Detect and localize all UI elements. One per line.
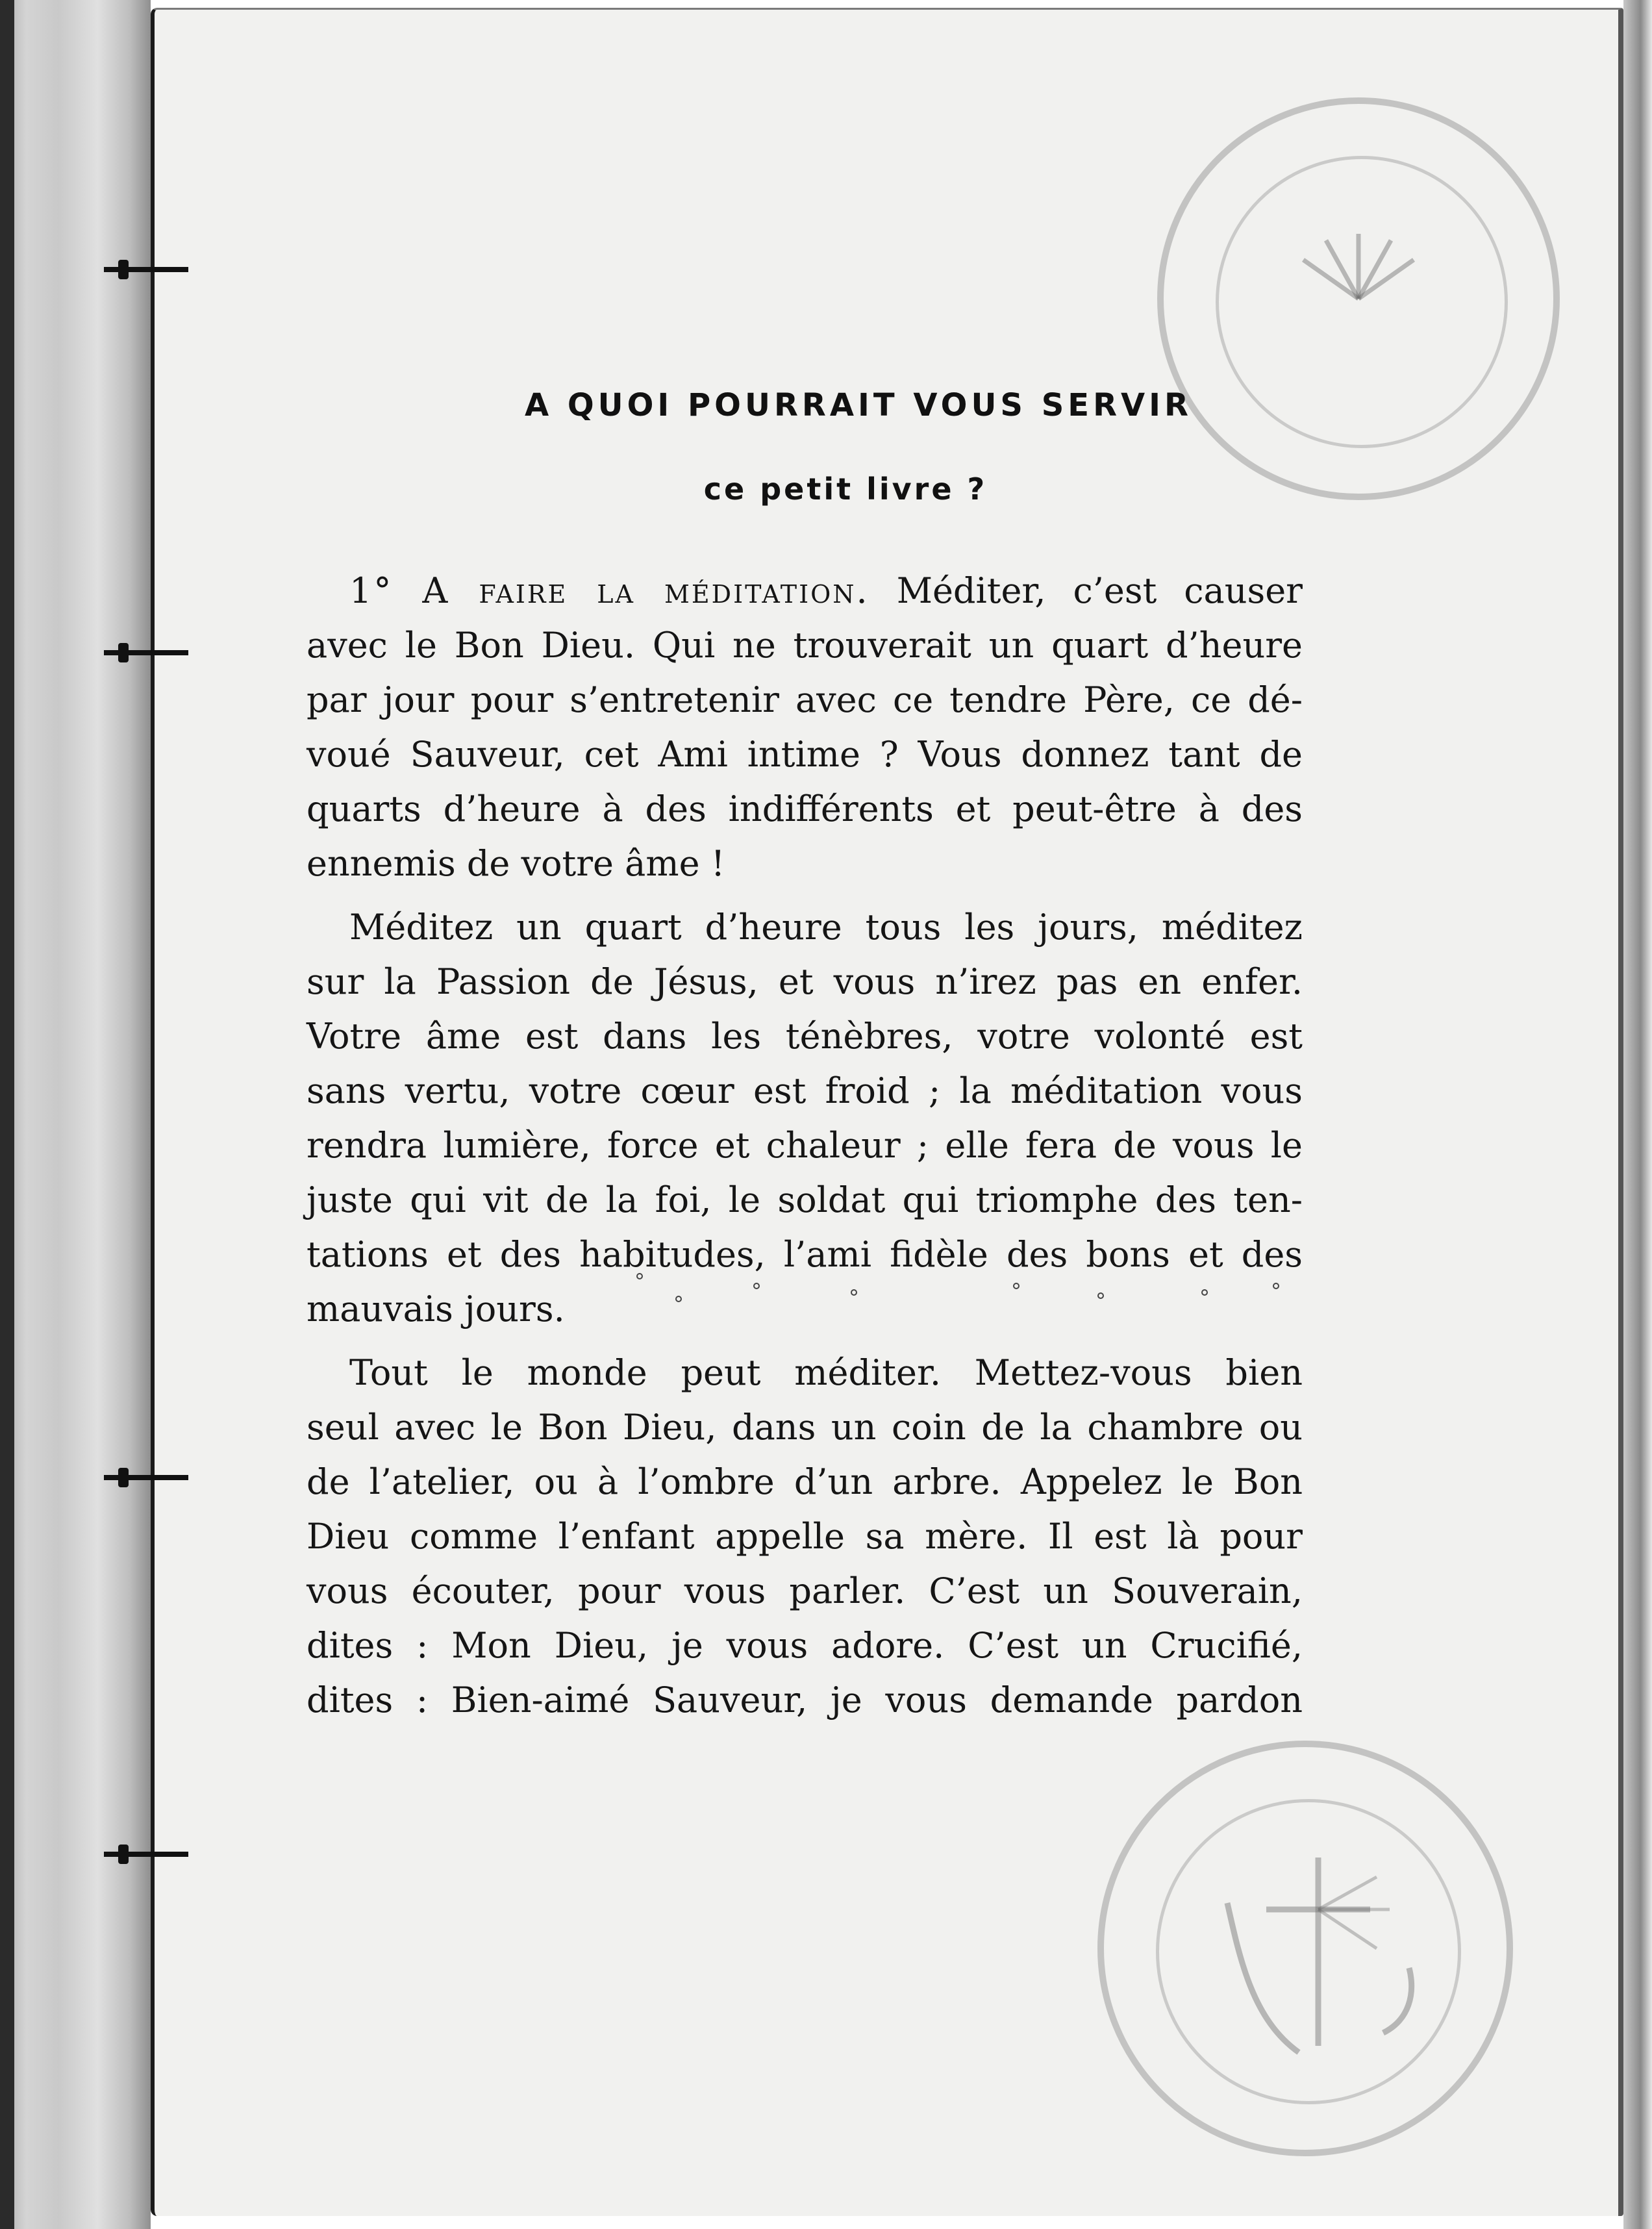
library-stamp [1157, 97, 1560, 500]
page-title: A QUOI POURRAIT VOUS SERVIR [524, 387, 1192, 423]
text-line: Méditez un quart d’heure tous les jours, méditez [349, 907, 1303, 948]
page-edge [1623, 0, 1652, 2229]
text-line: Dieu comme l’enfant appelle sa mère. Il est là pour [307, 1516, 1303, 1557]
print-speck [675, 1296, 682, 1302]
library-stamp [1097, 1741, 1513, 2156]
print-speck [1273, 1283, 1279, 1289]
stamp-sunburst-icon [1164, 104, 1553, 494]
print-speck [851, 1289, 857, 1296]
text-line: ennemis de votre âme ! [307, 843, 725, 884]
print-speck [753, 1283, 760, 1289]
text-line: vous écouter, pour vous parler. C’est un Souverain, [307, 1570, 1303, 1611]
print-speck [636, 1273, 643, 1279]
page-subtitle: ce petit livre ? [703, 472, 988, 507]
text-line [349, 572, 1303, 612]
text-line: mauvais jours. [307, 1289, 565, 1329]
text-line: rendra lumière, force et chaleur ; elle fera de vous le [307, 1125, 1303, 1166]
section-lead: 1° A faire la méditation. [349, 570, 870, 611]
binding-stitch [104, 1845, 188, 1864]
binding-stitch [104, 260, 188, 279]
text-line: par jour pour s’entretenir avec ce tendre Père, ce dé- [307, 679, 1303, 720]
print-speck [1201, 1289, 1208, 1296]
text-line: tations et des habitudes, l’ami fidèle des bons et des [307, 1234, 1303, 1275]
print-speck [1013, 1283, 1020, 1289]
text-line: seul avec le Bon Dieu, dans un coin de la chambre ou [307, 1407, 1303, 1448]
text-line: juste qui vit de la foi, le soldat qui triomphe des ten- [307, 1179, 1303, 1220]
text-line: voué Sauveur, cet Ami intime ? Vous donnez tant de [307, 734, 1303, 775]
stamp-cross-icon [1104, 1747, 1507, 2150]
text-line: quarts d’heure à des indifférents et peut-être à des [307, 788, 1303, 829]
text-line: avec le Bon Dieu. Qui ne trouverait un quart d’heure [307, 625, 1303, 666]
text-line: dites : Bien-aimé Sauveur, je vous demande pardon [307, 1680, 1303, 1720]
text-line: sur la Passion de Jésus, et vous n’irez pas en enfer. [307, 961, 1303, 1002]
binding-stitch [104, 643, 188, 662]
binding-stitch [104, 1468, 188, 1487]
print-speck [1097, 1292, 1104, 1299]
binding-edge [0, 0, 14, 2229]
text-line: dites : Mon Dieu, je vous adore. C’est un Crucifié, [307, 1625, 1303, 1666]
text-line: Votre âme est dans les ténèbres, votre volonté est [307, 1016, 1303, 1057]
text-line: sans vertu, votre cœur est froid ; la méditation vous [307, 1070, 1303, 1111]
text-line: Tout le monde peut méditer. Mettez-vous bien [349, 1352, 1303, 1393]
book-binding [0, 0, 151, 2229]
text-run: Méditer, c’est causer [896, 570, 1303, 611]
text-line: de l’atelier, ou à l’ombre d’un arbre. Appelez le Bon [307, 1461, 1303, 1502]
